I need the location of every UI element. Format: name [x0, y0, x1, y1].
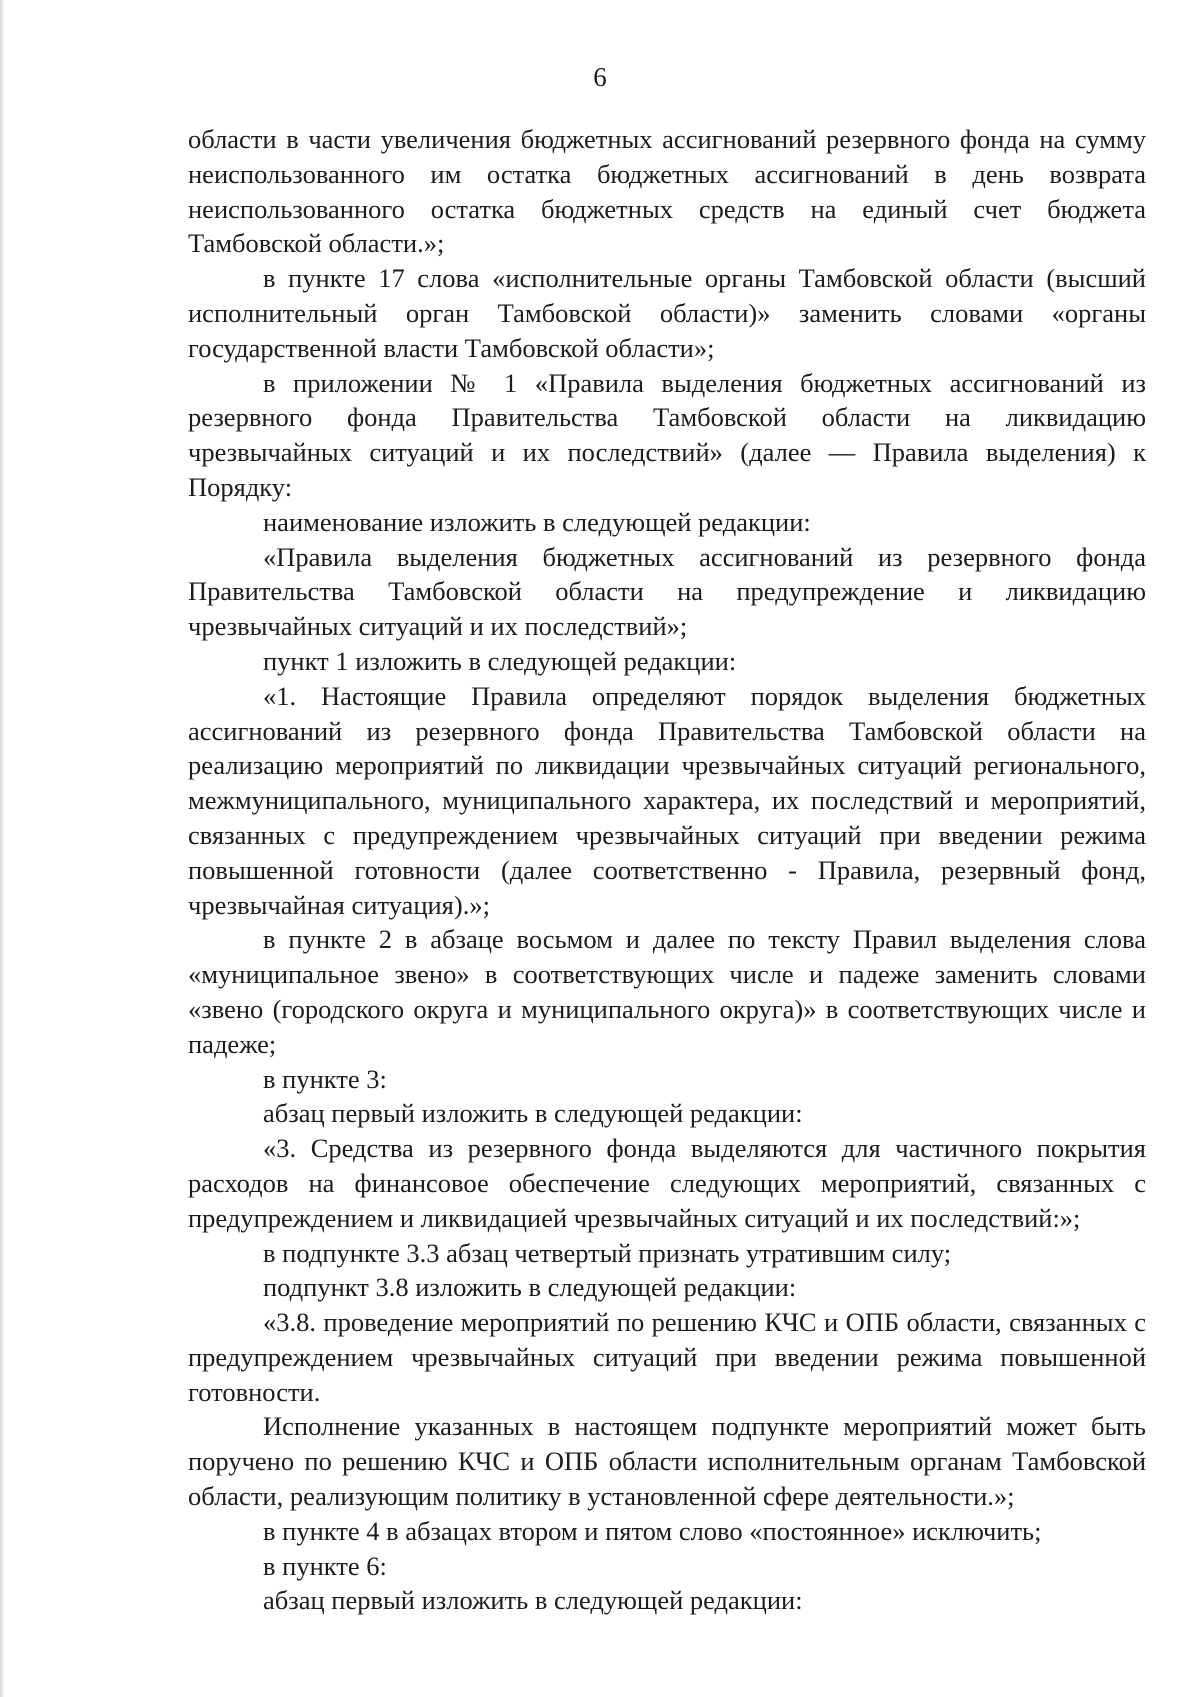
- paragraph: в пункте 17 слова «исполнительные органы Тамбовской области (высший исполнительный орган Тамбовской области)» заменить словами «органы государственной власти Тамбовской области»;: [188, 263, 1146, 363]
- paragraph: «3.8. проведение мероприятий по решению КЧС и ОПБ области, связанных с предупреждением чрезвычайных ситуаций при введении режима повышенной готовности.: [188, 1307, 1146, 1407]
- paragraph: в приложении № 1 «Правила выделения бюджетных ассигнований из резервного фонда Правительства Тамбовской области на ликвидацию чрезвычайных ситуаций и их последствий» (далее — Правила выделения) к Порядку:: [188, 367, 1146, 502]
- paragraph: в пункте 4 в абзацах втором и пятом слово «постоянное» исключить;: [263, 1515, 1042, 1546]
- paragraph: абзац первый изложить в следующей редакции:: [263, 1585, 803, 1616]
- paragraph: в пункте 6:: [263, 1550, 387, 1581]
- paragraph: «Правила выделения бюджетных ассигнований из резервного фонда Правительства Тамбовской области на предупреждение и ликвидацию чрезвычайных ситуаций и их последствий»;: [188, 541, 1146, 642]
- paragraph: «1. Настоящие Правила определяют порядок выделения бюджетных ассигнований из резервного фонда Правительства Тамбовской области на реализацию мероприятий по ликвидации чрезвычайных ситуаций регионального, межмуниципального, муниципального характера, их последствий и мероприятий, связанных с предупреждением чрезвычайных ситуаций при введении режима повышенной готовности (далее соответственно - Правила, резервный фонд, чрезвычайная ситуация).»;: [188, 680, 1146, 920]
- document-body: [188, 122, 1146, 1618]
- paragraph: в пункте 3:: [263, 1063, 387, 1094]
- paragraph: Исполнение указанных в настоящем подпункте мероприятий может быть поручено по решению КЧС и ОПБ области исполнительным органам Тамбовской области, реализующим политику в установленной сфере деятельности.»;: [188, 1411, 1146, 1512]
- paragraph: «3. Средства из резервного фонда выделяются для частичного покрытия расходов на финансовое обеспечение следующих мероприятий, связанных с предупреждением и ликвидацией чрезвычайных ситуаций и их последствий:»;: [188, 1133, 1146, 1233]
- page-number: 6: [593, 62, 607, 92]
- paragraph: области в части увеличения бюджетных ассигнований резервного фонда на сумму неиспользованного им остатка бюджетных ассигнований в день возврата неиспользованного остатка бюджетных средств на единый счет бюджета Тамбовской области.»;: [188, 124, 1146, 259]
- paragraph: в пункте 2 в абзаце восьмом и далее по тексту Правил выделения слова «муниципальное звено» в соответствующих числе и падеже заменить словами «звено (городского округа и муниципального округа)» в соответствующих числе и падеже;: [188, 924, 1146, 1059]
- paragraph: в подпункте 3.3 абзац четвертый признать утратившим силу;: [263, 1237, 952, 1268]
- paragraph: подпункт 3.8 изложить в следующей редакции:: [263, 1272, 797, 1303]
- paragraph: наименование изложить в следующей редакции:: [263, 506, 811, 537]
- paragraph: абзац первый изложить в следующей редакции:: [263, 1098, 803, 1129]
- paragraph: пункт 1 изложить в следующей редакции:: [263, 645, 737, 676]
- scan-edge-shadow: [0, 0, 5, 1697]
